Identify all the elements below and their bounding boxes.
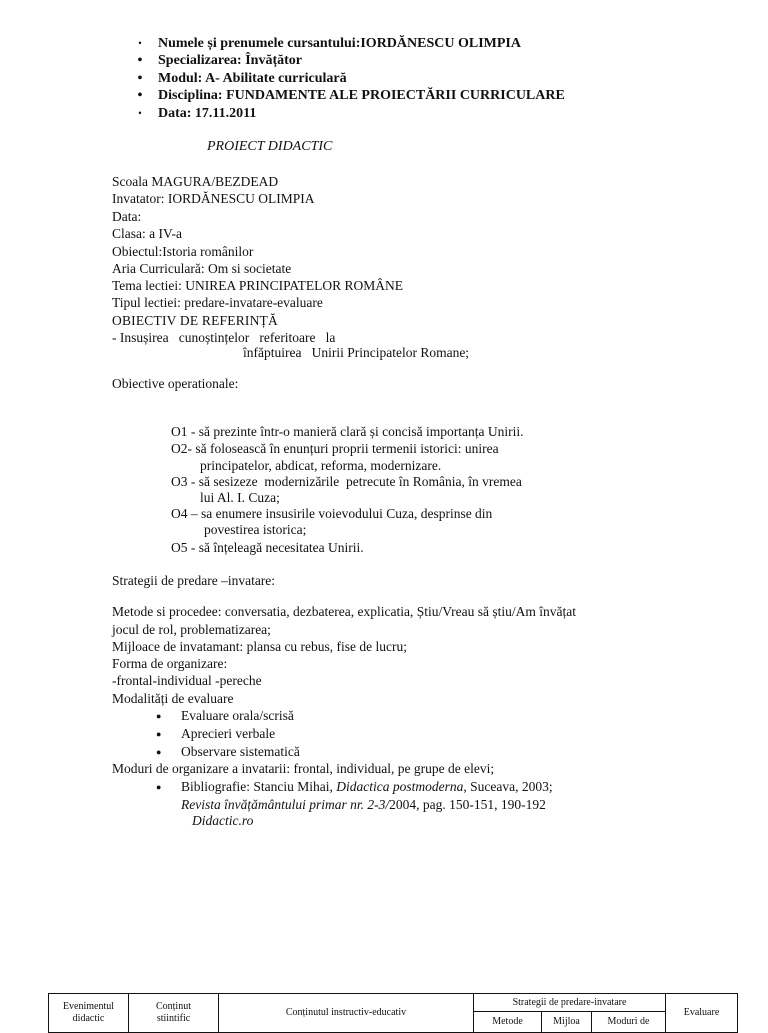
header-info-list (134, 35, 565, 122)
bullet-icon: • (138, 38, 142, 48)
objective-o1: O1 - să prezinte într-o manieră clară și concisă importanța Unirii. (171, 424, 524, 439)
page-title: PROIECT DIDACTIC (207, 139, 333, 154)
header-item-date: • Data: 17.11.2011 (134, 105, 565, 122)
objective-o2: O2- să folosească în enunțuri proprii termenii istorici: unirea (171, 441, 499, 456)
table-header-strategies: Strategii de predare-invatare (474, 994, 666, 1012)
organization-form-line: Forma de organizare: (112, 656, 228, 671)
reference-objective-line: înfăptuirea Unirii Principatelor Romane; (243, 345, 470, 360)
bibliography-item: ● Bibliografie: Stanciu Mihai, Didactica postmoderna, Suceava, 2003; (156, 778, 553, 796)
lesson-type-line: Tipul lectiei: predare-invatare-evaluare (112, 295, 323, 310)
objective-o4-cont: povestirea istorica; (204, 522, 307, 537)
school-line: Scoala MAGURA/BEZDEAD (112, 174, 279, 189)
objective-o4: O4 – sa enumere insusirile voievodului Cuza, desprinse din (171, 506, 493, 521)
class-line: Clasa: a IV-a (112, 226, 182, 241)
lesson-plan-table (48, 993, 738, 1033)
table-header-instructive: Conținutul instructiv-educativ (219, 994, 474, 1033)
evaluation-heading: Modalități de evaluare (112, 691, 234, 706)
table-header-content: Conținut stiintific (129, 994, 219, 1033)
lesson-topic-line: Tema lectiei: UNIREA PRINCIPATELOR ROMÂNE (112, 278, 404, 293)
evaluation-list (156, 707, 300, 761)
objective-o2-cont: principatelor, abdicat, reforma, modernizare. (200, 458, 442, 473)
header-item-discipline: • Disciplina: FUNDAMENTE ALE PROIECTĂRII CURRICULARE (134, 87, 565, 104)
table-header-evaluation: Evaluare (666, 994, 738, 1033)
list-item: ● Observare sistematică (156, 743, 300, 761)
reference-objective-line: - Insușirea cunoștințelor referitoare la (112, 330, 336, 345)
table-header-modes: Moduri de (592, 1012, 666, 1033)
objective-o3: O3 - să sesizeze modernizările petrecute în România, în vremea (171, 474, 522, 489)
bullet-icon: • (137, 53, 143, 69)
teacher-line: Invatator: IORDĂNESCU OLIMPIA (112, 191, 315, 206)
organization-values-line: -frontal-individual -pereche (112, 673, 262, 688)
table-header-means: Mijloa (542, 1012, 592, 1033)
strategies-heading: Strategii de predare –invatare: (112, 573, 276, 588)
curricular-area-line: Aria Curriculară: Om si societate (112, 261, 292, 276)
objective-o3-cont: lui Al. I. Cuza; (200, 490, 280, 505)
header-item-name: • Numele și prenumele cursantului:IORDĂNESCU OLIMPIA (134, 35, 565, 52)
bullet-icon: • (137, 70, 143, 86)
bullet-icon: • (138, 107, 142, 118)
table-header-event: Evenimentul didactic (49, 994, 129, 1033)
header-item-specialization: • Specializarea: Învățător (134, 52, 565, 69)
methods-line: Metode si procedee: conversatia, dezbaterea, explicatia, Știu/Vreau să știu/Am învățat (112, 604, 577, 619)
date-line: Data: (112, 209, 142, 224)
list-item: ● Aprecieri verbale (156, 725, 300, 743)
bibliography-journal-line: Revista învățământului primar nr. 2-3/2004, pag. 150-151, 190-192 (181, 797, 546, 812)
bibliography-site-line: Didactic.ro (192, 813, 254, 828)
reference-objective-heading: OBIECTIV DE REFERINȚĂ (112, 313, 278, 328)
header-item-module: • Modul: A- Abilitate curriculară (134, 70, 565, 87)
objective-o5: O5 - să înțeleagă necesitatea Unirii. (171, 540, 364, 555)
methods-line-cont: jocul de rol, problematizarea; (112, 622, 271, 637)
bibliography-list (156, 778, 553, 796)
list-item: ● Evaluare orala/scrisă (156, 707, 300, 725)
bullet-icon: • (137, 88, 143, 104)
operational-objectives-heading: Obiective operationale: (112, 376, 239, 391)
organizing-modes-line: Moduri de organizare a invatarii: frontal, individual, pe grupe de elevi; (112, 761, 495, 776)
means-line: Mijloace de invatamant: plansa cu rebus, fise de lucru; (112, 639, 408, 654)
subject-line: Obiectul:Istoria românilor (112, 244, 254, 259)
table-header-methods: Metode (474, 1012, 542, 1033)
